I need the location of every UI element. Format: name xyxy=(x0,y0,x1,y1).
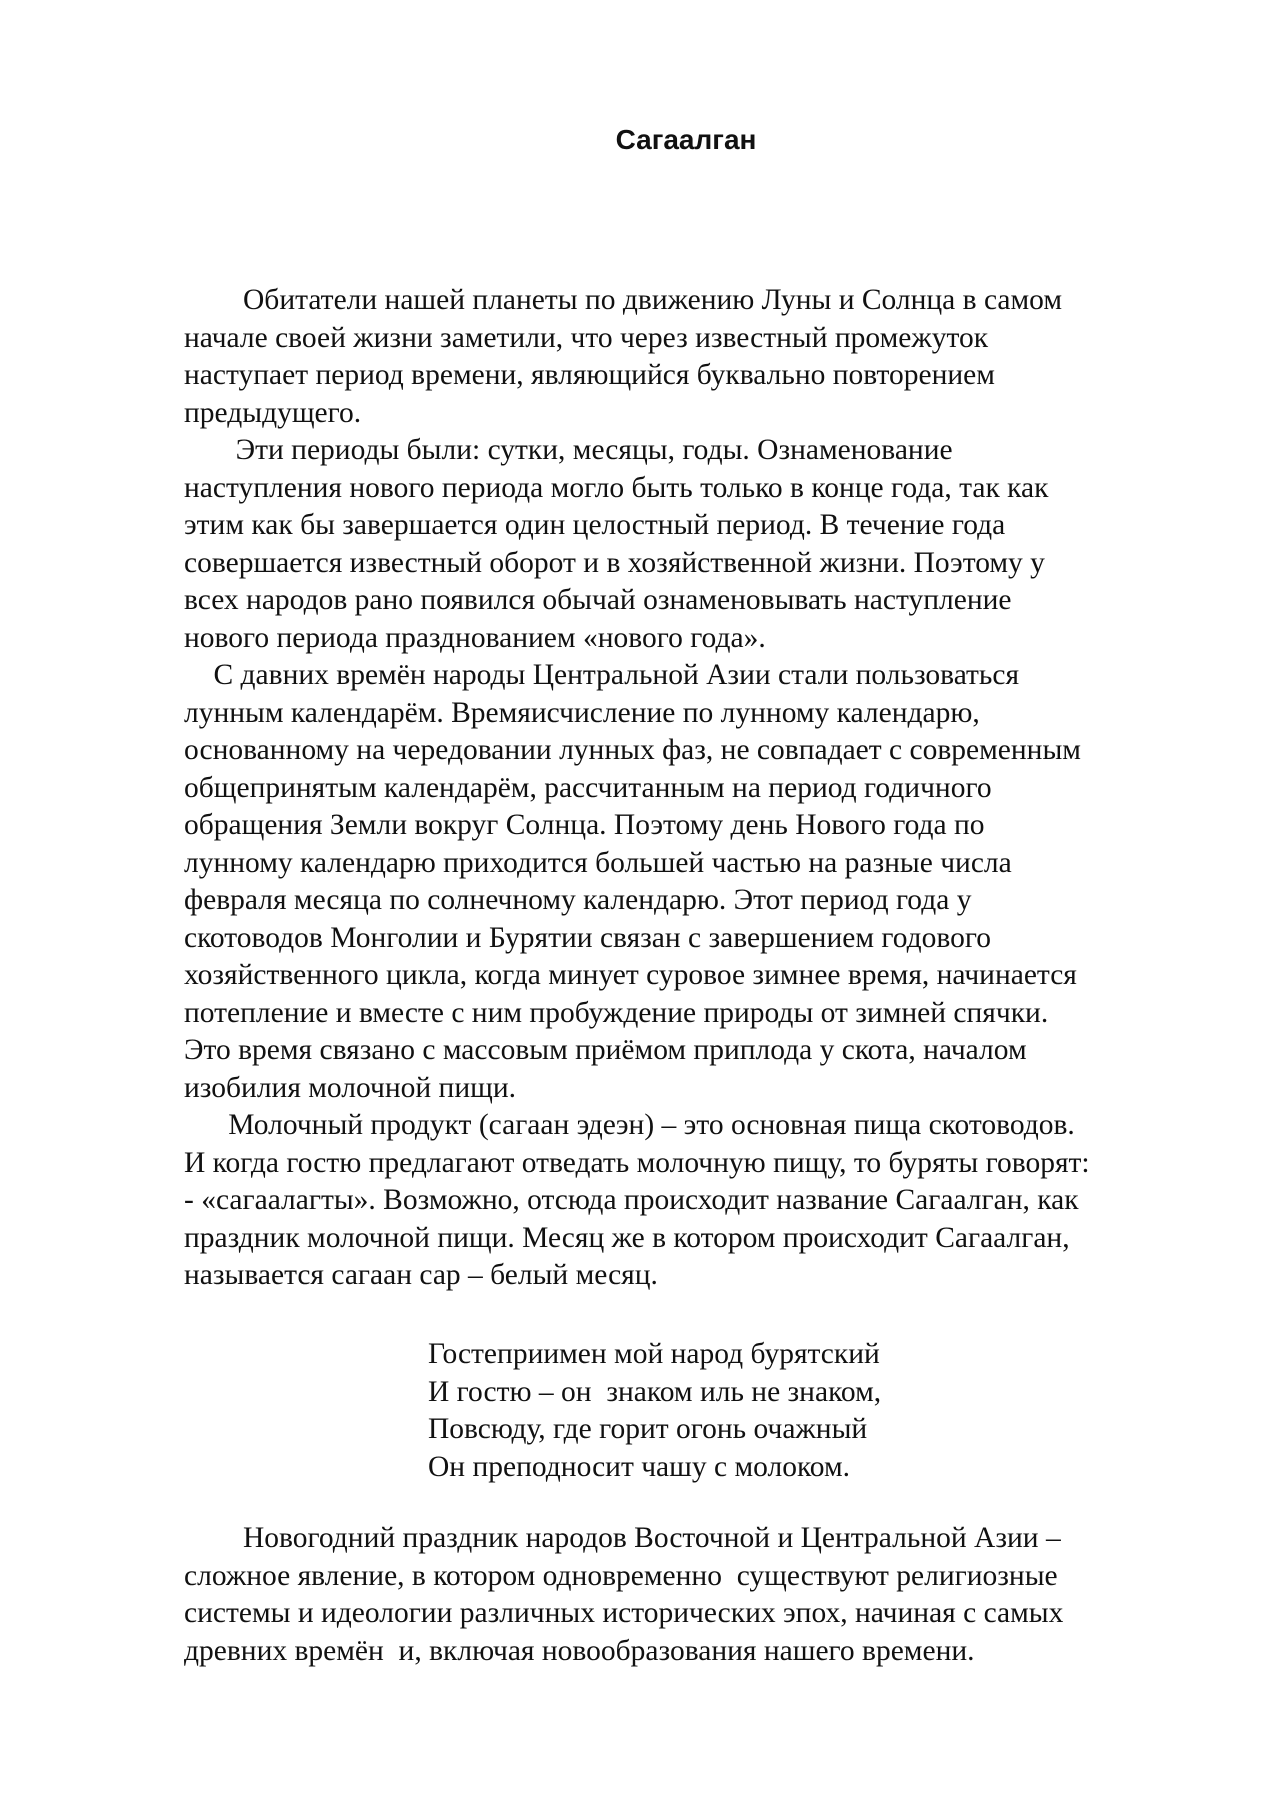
document-title: Сагаалган xyxy=(615,124,757,155)
paragraph-line: изобилия молочной пищи. xyxy=(184,1071,516,1104)
paragraph-line: начале своей жизни заметили, что через известный промежуток xyxy=(184,321,989,354)
paragraph-line: называется сагаан сар – белый месяц. xyxy=(184,1259,658,1291)
paragraph-line: потепление и вместе с ним пробуждение природы от зимней спячки. xyxy=(184,996,1049,1029)
paragraph-line: нового периода празднованием «нового года». xyxy=(184,621,766,654)
paragraph-line: С давних времён народы Центральной Азии стали пользоваться xyxy=(184,659,1020,691)
paragraph-line: сложное явление, в котором одновременно существуют религиозные xyxy=(184,1559,1058,1592)
poem-line: Повсюду, где горит огонь очажный xyxy=(428,1413,868,1445)
paragraph-line: основанному на чередовании лунных фаз, не совпадает с современным xyxy=(184,734,1081,766)
paragraph-line: обращения Земли вокруг Солнца. Поэтому день Нового года по xyxy=(184,809,985,841)
paragraph-line: И когда гостю предлагают отведать молочную пищу, то буряты говорят: xyxy=(184,1146,1090,1179)
paragraph-line: Обитатели нашей планеты по движению Луны и Солнца в самом xyxy=(184,284,1063,316)
paragraph-line: февраля месяца по солнечному календарю. Этот период года у xyxy=(184,884,972,916)
paragraph-line: совершается известный оборот и в хозяйственной жизни. Поэтому у xyxy=(184,546,1045,579)
paragraph-line: наступает период времени, являющийся буквально повторением xyxy=(184,359,995,391)
paragraph-line: - «сагаалагты». Возможно, отсюда происходит название Сагаалган, как xyxy=(184,1184,1079,1216)
poem-line: Гостеприимен мой народ бурятский xyxy=(428,1338,880,1370)
poem-line: Он преподносит чашу с молоком. xyxy=(428,1450,851,1483)
paragraph-line: системы и идеологии различных исторических эпох, начиная с самых xyxy=(184,1597,1064,1629)
paragraph-line: Эти периоды были: сутки, месяцы, годы. Ознаменование xyxy=(184,434,953,466)
paragraph-line: Это время связано с массовым приёмом приплода у скота, началом xyxy=(184,1034,1027,1066)
paragraph-line: наступления нового периода могло быть только в конце года, так как xyxy=(184,471,1049,504)
paragraph-line: лунным календарём. Времяисчисление по лунному календарю, xyxy=(184,696,980,729)
paragraph-line: хозяйственного цикла, когда минует суровое зимнее время, начинается xyxy=(184,959,1077,991)
paragraph-line: всех народов рано появился обычай ознаменовывать наступление xyxy=(184,584,1012,616)
paragraph-line: древних времён и, включая новообразования нашего времени. xyxy=(184,1634,975,1667)
poem-block xyxy=(428,1336,881,1486)
document-body xyxy=(184,282,1184,1295)
paragraph-line: предыдущего. xyxy=(184,396,362,429)
paragraph-line: Молочный продукт (сагаан эдеэн) – это основная пища скотоводов. xyxy=(184,1109,1075,1141)
paragraph-line: общепринятым календарём, рассчитанным на период годичного xyxy=(184,771,992,804)
paragraph-line: Новогодний праздник народов Восточной и Центральной Азии – xyxy=(184,1522,1061,1554)
paragraph-line: скотоводов Монголии и Бурятии связан с завершением годового xyxy=(184,921,992,954)
paragraph-line: праздник молочной пищи. Месяц же в котором происходит Сагаалган, xyxy=(184,1221,1070,1254)
poem-line: И гостю – он знаком иль не знаком, xyxy=(428,1375,882,1408)
paragraph-line: этим как бы завершается один целостный период. В течение года xyxy=(184,509,1006,541)
final-paragraph xyxy=(184,1520,1184,1670)
paragraph-line: лунному календарю приходится большей частью на разные числа xyxy=(184,846,1012,879)
